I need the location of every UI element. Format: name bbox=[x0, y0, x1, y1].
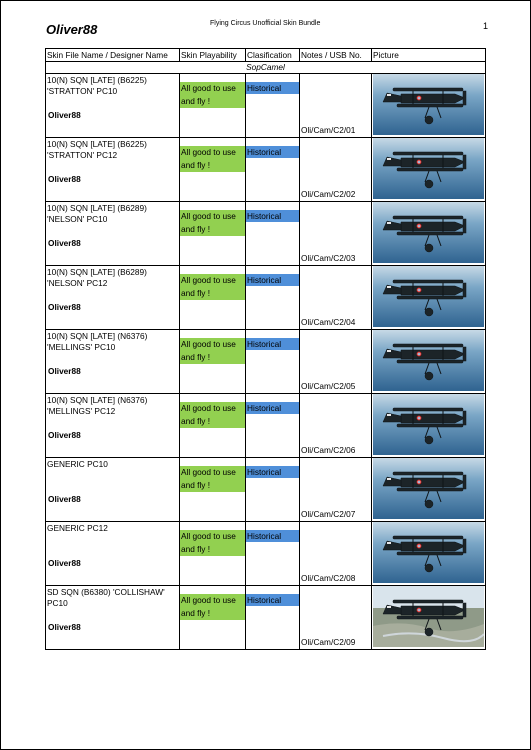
skin-file-name-line2: 'MELLINGS' PC12 bbox=[47, 405, 116, 416]
table-row bbox=[46, 330, 486, 394]
table-header-row bbox=[46, 49, 486, 62]
aircraft-picture bbox=[373, 138, 484, 199]
usb-number: Oli/Cam/C2/02 bbox=[301, 189, 356, 199]
usb-number: Oli/Cam/C2/05 bbox=[301, 381, 356, 391]
aircraft-picture bbox=[373, 586, 484, 647]
notes-cell bbox=[300, 394, 372, 458]
skin-file-name-line1: GENERIC PC10 bbox=[47, 459, 108, 469]
classification-badge: Historical bbox=[246, 274, 300, 286]
designer-name: Oliver88 bbox=[48, 238, 81, 248]
table-row bbox=[46, 586, 486, 650]
playability-badge: All good to use and fly ! bbox=[180, 338, 246, 364]
skin-file-name-line2: 'MELLINGS' PC10 bbox=[47, 341, 116, 352]
aircraft-picture bbox=[373, 458, 484, 519]
aircraft-picture bbox=[373, 330, 484, 391]
table-row bbox=[46, 394, 486, 458]
playability-cell bbox=[180, 202, 246, 266]
skin-name-cell bbox=[46, 522, 180, 586]
notes-cell bbox=[300, 458, 372, 522]
usb-number: Oli/Cam/C2/04 bbox=[301, 317, 356, 327]
skin-name-cell bbox=[46, 394, 180, 458]
skin-name-cell bbox=[46, 202, 180, 266]
notes-cell bbox=[300, 266, 372, 330]
table-row bbox=[46, 522, 486, 586]
usb-number: Oli/Cam/C2/07 bbox=[301, 509, 356, 519]
classification-cell bbox=[246, 458, 300, 522]
playability-cell bbox=[180, 394, 246, 458]
section-row bbox=[46, 62, 486, 74]
classification-cell bbox=[246, 138, 300, 202]
playability-cell bbox=[180, 330, 246, 394]
classification-cell bbox=[246, 74, 300, 138]
classification-cell bbox=[246, 394, 300, 458]
classification-badge: Historical bbox=[246, 82, 300, 94]
usb-number: Oli/Cam/C2/01 bbox=[301, 125, 356, 135]
designer-name: Oliver88 bbox=[48, 430, 81, 440]
playability-cell bbox=[180, 522, 246, 586]
skin-file-name-line2: 'STRATTON' PC12 bbox=[47, 149, 118, 160]
playability-badge: All good to use and fly ! bbox=[180, 594, 246, 620]
playability-cell bbox=[180, 458, 246, 522]
column-header-classification: Clasification bbox=[246, 49, 300, 62]
playability-badge: All good to use and fly ! bbox=[180, 530, 246, 556]
picture-cell bbox=[372, 458, 486, 522]
section-title: SopCamel bbox=[46, 62, 486, 74]
aircraft-picture bbox=[373, 266, 484, 327]
skin-name-cell bbox=[46, 138, 180, 202]
classification-badge: Historical bbox=[246, 402, 300, 414]
designer-name: Oliver88 bbox=[48, 622, 81, 632]
aircraft-picture bbox=[373, 394, 484, 455]
playability-badge: All good to use and fly ! bbox=[180, 274, 246, 300]
author-name: Oliver88 bbox=[46, 22, 98, 37]
aircraft-picture bbox=[373, 74, 484, 135]
skin-file-name-line1: 10(N) SQN [LATE] (N6376) bbox=[47, 331, 148, 341]
table-row bbox=[46, 458, 486, 522]
notes-cell bbox=[300, 202, 372, 266]
playability-badge: All good to use and fly ! bbox=[180, 466, 246, 492]
notes-cell bbox=[300, 330, 372, 394]
playability-badge: All good to use and fly ! bbox=[180, 82, 246, 108]
skin-file-name-line1: 10(N) SQN [LATE] (B6289) bbox=[47, 267, 147, 277]
column-header-name: Skin File Name / Designer Name bbox=[46, 49, 180, 62]
column-header-notes: Notes / USB No. bbox=[300, 49, 372, 62]
notes-cell bbox=[300, 586, 372, 650]
playability-badge: All good to use and fly ! bbox=[180, 146, 246, 172]
usb-number: Oli/Cam/C2/08 bbox=[301, 573, 356, 583]
skin-file-name-line1: 10(N) SQN [LATE] (N6376) bbox=[47, 395, 148, 405]
designer-name: Oliver88 bbox=[48, 558, 81, 568]
skin-table bbox=[45, 48, 486, 650]
classification-badge: Historical bbox=[246, 146, 300, 158]
picture-cell bbox=[372, 330, 486, 394]
skin-file-name-line2: PC10 bbox=[47, 597, 68, 608]
designer-name: Oliver88 bbox=[48, 302, 81, 312]
classification-cell bbox=[246, 266, 300, 330]
usb-number: Oli/Cam/C2/06 bbox=[301, 445, 356, 455]
classification-cell bbox=[246, 522, 300, 586]
classification-badge: Historical bbox=[246, 530, 300, 542]
playability-badge: All good to use and fly ! bbox=[180, 402, 246, 428]
skin-file-name-line1: SD SQN (B6380) 'COLLISHAW' bbox=[47, 587, 165, 597]
notes-cell bbox=[300, 522, 372, 586]
designer-name: Oliver88 bbox=[48, 110, 81, 120]
table-row bbox=[46, 74, 486, 138]
skin-file-name-line1: 10(N) SQN [LATE] (B6289) bbox=[47, 203, 147, 213]
table-row bbox=[46, 202, 486, 266]
skin-file-name-line1: 10(N) SQN [LATE] (B6225) bbox=[47, 139, 147, 149]
document-title: Flying Circus Unofficial Skin Bundle bbox=[210, 20, 321, 27]
playability-badge: All good to use and fly ! bbox=[180, 210, 246, 236]
table-row bbox=[46, 266, 486, 330]
classification-cell bbox=[246, 202, 300, 266]
classification-badge: Historical bbox=[246, 338, 300, 350]
classification-badge: Historical bbox=[246, 466, 300, 478]
picture-cell bbox=[372, 138, 486, 202]
usb-number: Oli/Cam/C2/03 bbox=[301, 253, 356, 263]
picture-cell bbox=[372, 202, 486, 266]
skin-file-name-line2: 'STRATTON' PC10 bbox=[47, 85, 118, 96]
skin-file-name-line1: 10(N) SQN [LATE] (B6225) bbox=[47, 75, 147, 85]
aircraft-picture bbox=[373, 202, 484, 263]
column-header-picture: Picture bbox=[372, 49, 486, 62]
classification-cell bbox=[246, 330, 300, 394]
playability-cell bbox=[180, 74, 246, 138]
page-number: 1 bbox=[483, 21, 489, 31]
designer-name: Oliver88 bbox=[48, 494, 81, 504]
skin-file-name-line2: 'NELSON' PC12 bbox=[47, 277, 108, 288]
classification-badge: Historical bbox=[246, 210, 300, 222]
playability-cell bbox=[180, 138, 246, 202]
picture-cell bbox=[372, 266, 486, 330]
skin-name-cell bbox=[46, 458, 180, 522]
classification-cell bbox=[246, 586, 300, 650]
skin-file-name-line2: 'NELSON' PC10 bbox=[47, 213, 108, 224]
playability-cell bbox=[180, 586, 246, 650]
picture-cell bbox=[372, 74, 486, 138]
column-header-playability: Skin Playability bbox=[180, 49, 246, 62]
skin-name-cell bbox=[46, 330, 180, 394]
skin-name-cell bbox=[46, 586, 180, 650]
skin-name-cell bbox=[46, 266, 180, 330]
picture-cell bbox=[372, 522, 486, 586]
skin-name-cell bbox=[46, 74, 180, 138]
skin-file-name-line1: GENERIC PC12 bbox=[47, 523, 108, 533]
picture-cell bbox=[372, 394, 486, 458]
playability-cell bbox=[180, 266, 246, 330]
classification-badge: Historical bbox=[246, 594, 300, 606]
designer-name: Oliver88 bbox=[48, 366, 81, 376]
table-row bbox=[46, 138, 486, 202]
usb-number: Oli/Cam/C2/09 bbox=[301, 637, 356, 647]
aircraft-picture bbox=[373, 522, 484, 583]
notes-cell bbox=[300, 74, 372, 138]
picture-cell bbox=[372, 586, 486, 650]
notes-cell bbox=[300, 138, 372, 202]
designer-name: Oliver88 bbox=[48, 174, 81, 184]
